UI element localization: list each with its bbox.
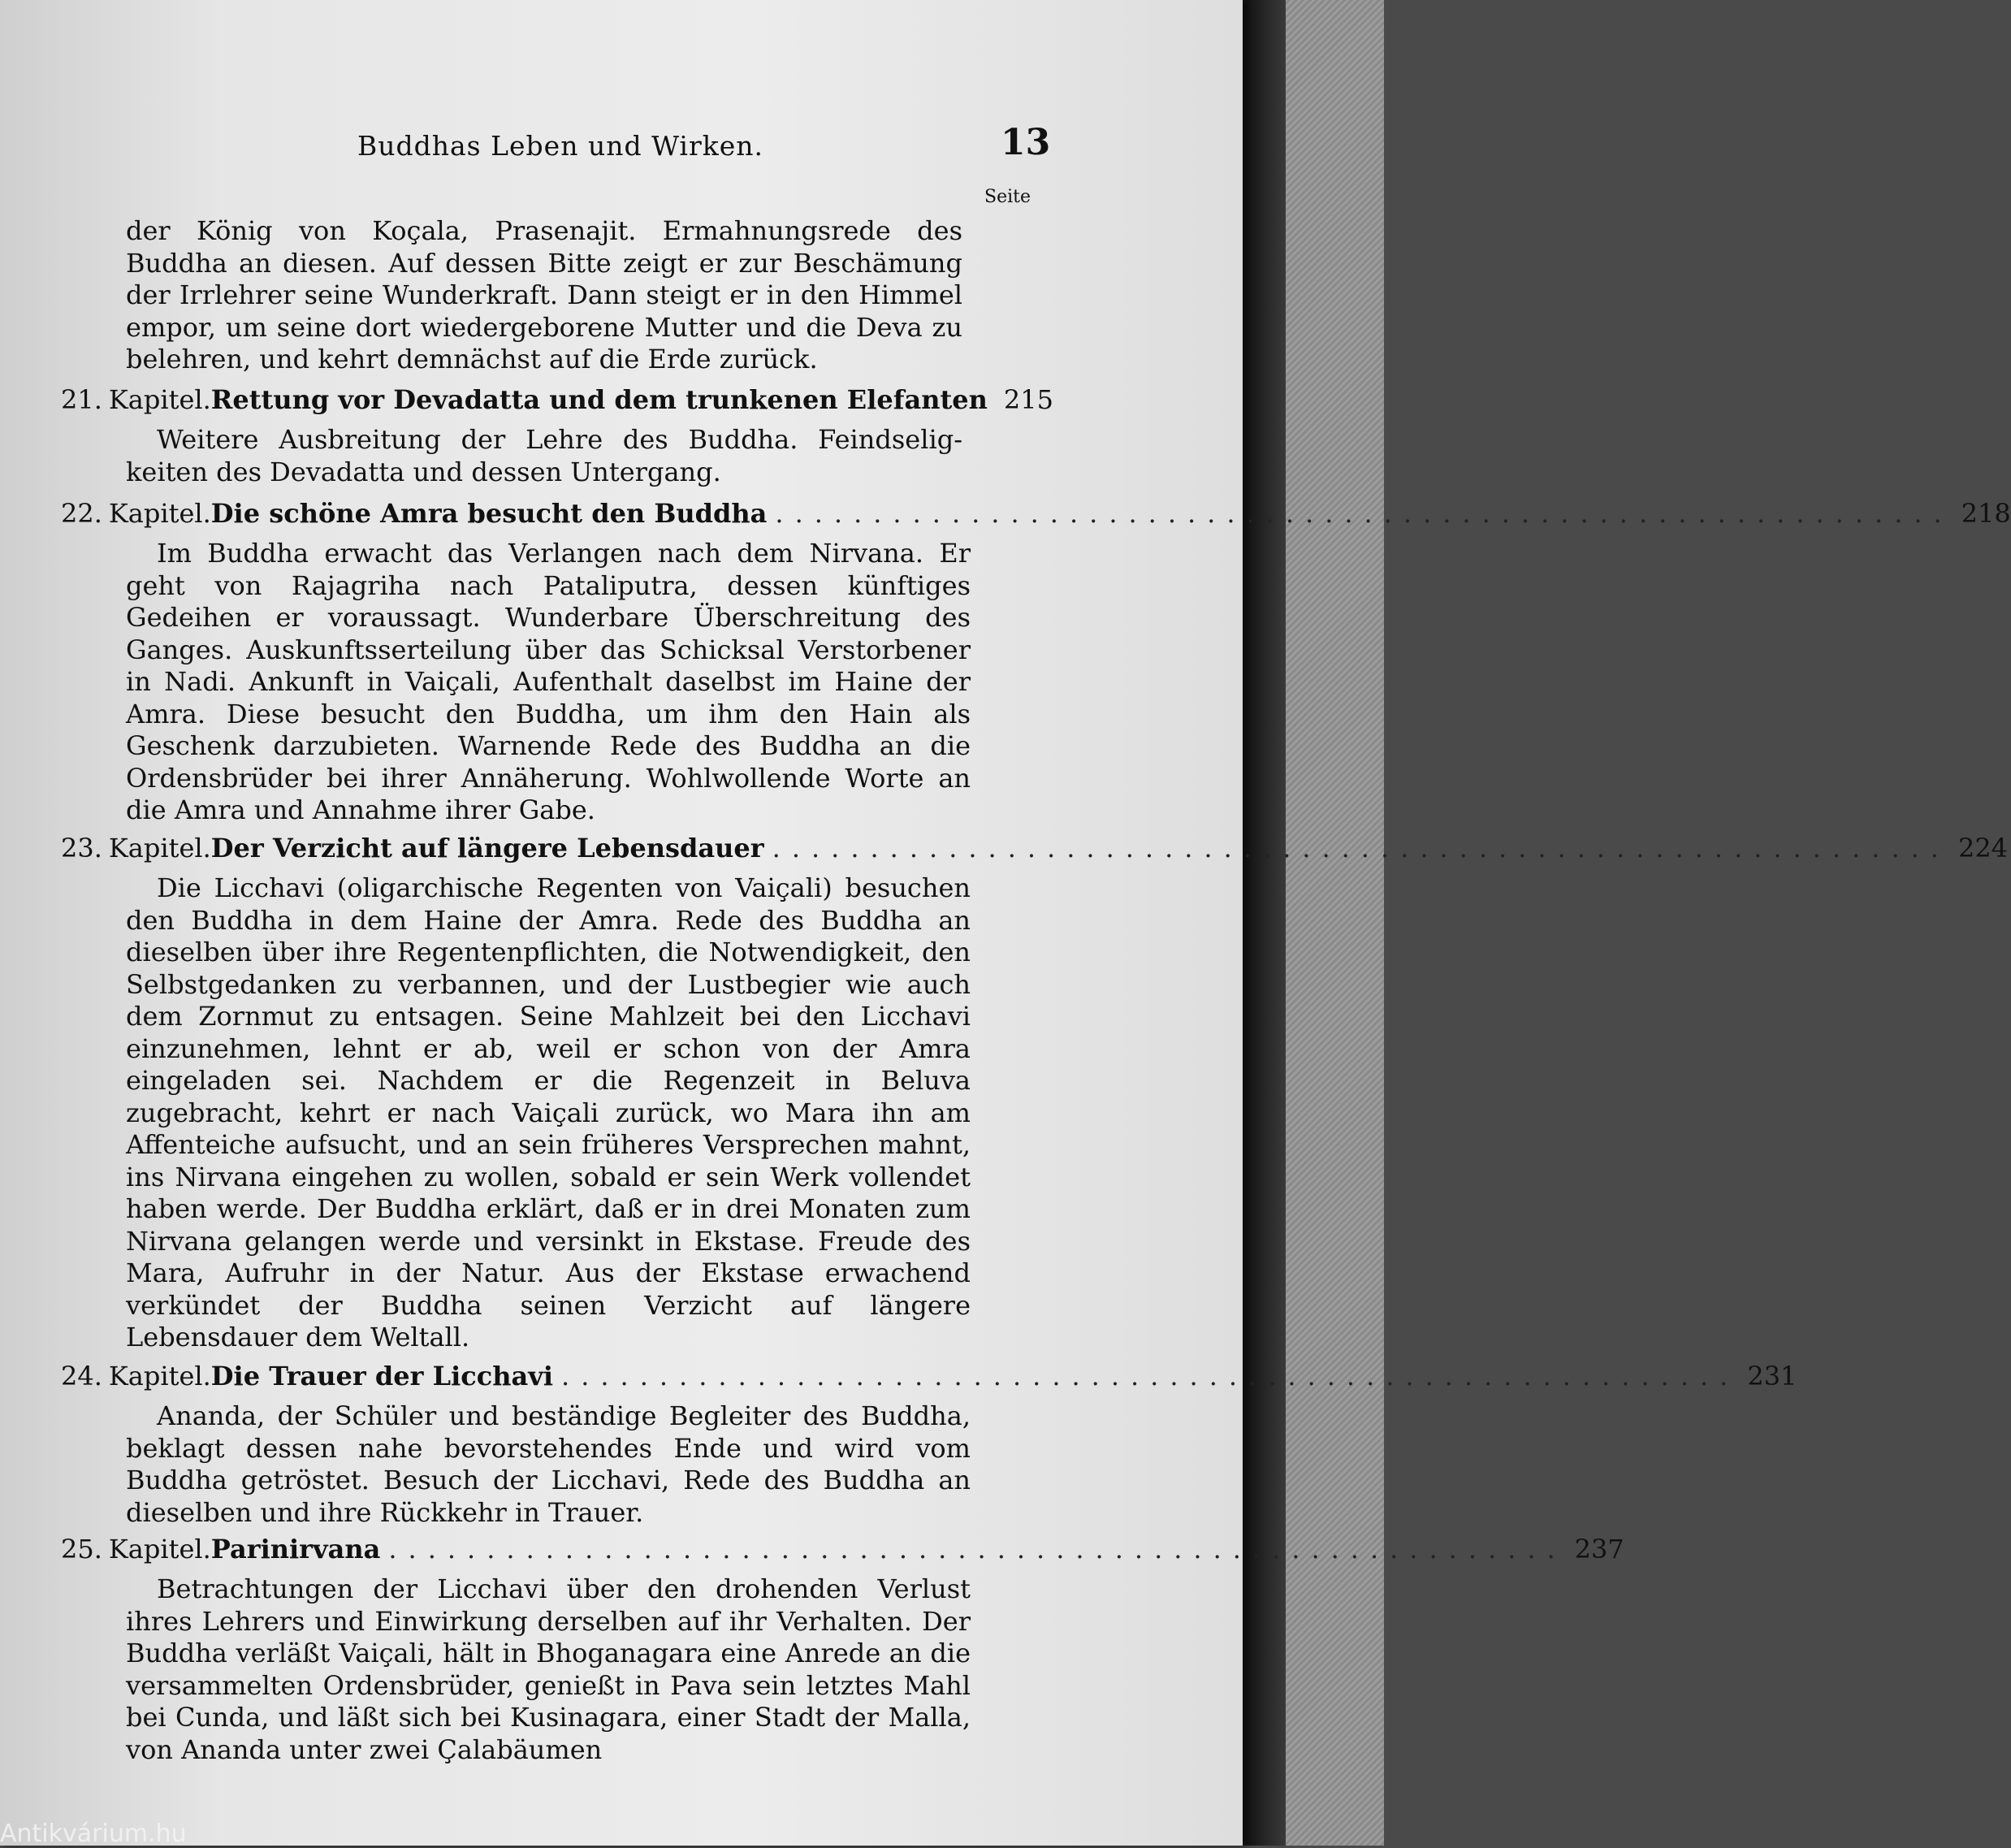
leader-dots: ............................................................ bbox=[561, 1361, 1740, 1391]
chapter-number: 21. bbox=[61, 384, 102, 415]
chapter-page: 237 bbox=[1574, 1534, 1624, 1565]
chapter-page: 231 bbox=[1747, 1361, 1797, 1391]
chapter-word: Kapitel. bbox=[108, 384, 211, 415]
page-number: 13 bbox=[1001, 122, 1051, 163]
seite-label: Seite bbox=[984, 187, 1031, 207]
chapter-page: 224 bbox=[1957, 833, 2009, 863]
chapter-page: 218 bbox=[1961, 498, 2011, 529]
chapter-21-heading bbox=[61, 384, 1053, 420]
chapter-24-heading bbox=[61, 1361, 1797, 1396]
chapter-number: 24. bbox=[61, 1361, 102, 1391]
chapter-title: Der Verzicht auf längere Lebensdauer bbox=[210, 833, 764, 863]
chapter-page: 215 bbox=[1003, 384, 1053, 415]
chapter-word: Kapitel. bbox=[108, 1361, 211, 1391]
leader-dots: ............................................................ bbox=[772, 833, 1950, 863]
chapter-title: Die Trauer der Licchavi bbox=[210, 1361, 554, 1391]
intro-paragraph: der König von Koçala, Prasenajit. Ermahnungsrede des Buddha an diesen. Auf dessen Bitte zeigt er zur Beschämung der Irrlehrer seine Wunderkraft. Dann steigt er in den Himmel empor, um seine dort wiedergeborene Mutter und die Deva zu belehren, und kehrt demnächst auf die Erde zurück. bbox=[126, 215, 962, 374]
chapter-word: Kapitel. bbox=[108, 498, 211, 529]
leader-dots: ............................................................ bbox=[775, 498, 1953, 529]
chapter-title: Rettung vor Devadatta und dem trunkenen Elefanten bbox=[210, 384, 988, 415]
watermark: Antikvárium.hu bbox=[0, 1820, 187, 1848]
chapter-title: Parinirvana bbox=[210, 1534, 381, 1565]
running-header: Buddhas Leben und Wirken. bbox=[357, 130, 764, 162]
chapter-25-heading bbox=[61, 1534, 1624, 1569]
leader-dots: ............................................................ bbox=[388, 1534, 1567, 1565]
chapter-word: Kapitel. bbox=[108, 833, 211, 863]
chapter-23-heading bbox=[61, 833, 2009, 868]
chapter-23-summary: Die Licchavi (oligarchische Regenten von Vaiçali) besuchen den Buddha in dem Haine der Amra. Rede des Buddha an dieselben über ihre Regentenpflichten, die Notwendigkeit, den Selbstgedanken zu verbannen, und der Lustbegier wie auch dem Zornmut zu entsagen. Seine Mahlzeit bei den Licchavi einzunehmen, lehnt er ab, weil er schon von der Amra eingeladen sei. Nachdem er die Regenzeit in Beluva zugebracht, kehrt er nach Vaiçali zurück, wo Mara ihn am Affenteiche aufsucht, und an sein früheres Versprechen mahnt, ins Nirvana eingehen zu wollen, sobald er sein Werk vollendet haben werde. Der Buddha erklärt, daß er in drei Monaten zum Nirvana gelangen werde und versinkt in Ekstase. Freude des Mara, Aufruhr in der Natur. Aus der Ekstase erwachend verkündet der Buddha seinen Verzicht auf längere Lebensdauer dem Weltall. bbox=[126, 872, 971, 1352]
chapter-word: Kapitel. bbox=[108, 1534, 211, 1565]
chapter-22-heading bbox=[61, 498, 2011, 534]
chapter-24-summary: Ananda, der Schüler und beständige Begleiter des Buddha, beklagt dessen nahe bevorstehendes Ende und wird vom Buddha getröstet. Besuch der Licchavi, Rede des Buddha an dieselben und ihre Rückkehr in Trauer. bbox=[126, 1400, 971, 1528]
chapter-21-summary: Weitere Ausbreitung der Lehre des Buddha. Feindselig-keiten des Devadatta und dessen Untergang. bbox=[126, 424, 962, 487]
chapter-number: 22. bbox=[61, 498, 102, 529]
chapter-22-summary: Im Buddha erwacht das Verlangen nach dem Nirvana. Er geht von Rajagriha nach Pataliputra, dessen künftiges Gedeihen er voraussagt. Wunderbare Überschreitung des Ganges. Auskunftsserteilung über das Schicksal Verstorbener in Nadi. Ankunft in Vaiçali, Aufenthalt daselbst im Haine der Amra. Diese besucht den Buddha, um ihm den Hain als Geschenk darzubieten. Warnende Rede des Buddha an die Ordensbrüder bei ihrer Annäherung. Wohlwollende Worte an die Amra und Annahme ihrer Gabe. bbox=[126, 538, 971, 825]
chapter-25-summary: Betrachtungen der Licchavi über den drohenden Verlust ihres Lehrers und Einwirkung derselben auf ihr Verhalten. Der Buddha verläßt Vaiçali, hält in Bhoganagara eine Anrede an die versammelten Ordensbrüder, genießt in Pava sein letztes Mahl bei Cunda, und läßt sich bei Kusinagara, einer Stadt der Malla, von Ananda unter zwei Çalabäumen bbox=[126, 1573, 971, 1765]
chapter-number: 23. bbox=[61, 833, 102, 863]
chapter-title: Die schöne Amra besucht den Buddha bbox=[210, 498, 768, 529]
chapter-number: 25. bbox=[61, 1534, 102, 1565]
